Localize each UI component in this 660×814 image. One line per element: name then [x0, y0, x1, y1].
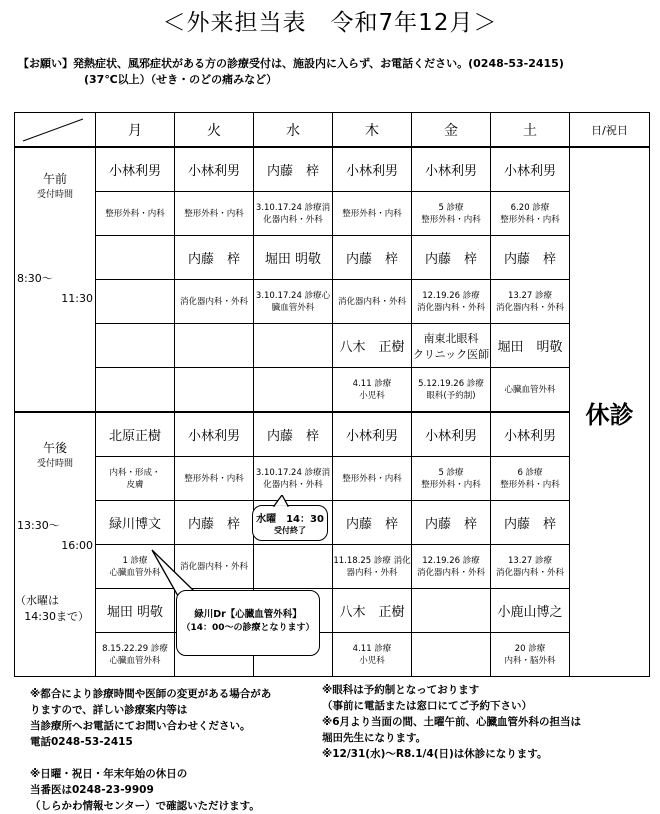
department-line: 13.27 診療 [507, 555, 553, 566]
doctor-name-cell [412, 589, 491, 633]
pm-title: 午後 [42, 441, 67, 455]
department-cell [491, 633, 570, 677]
notice-line-2: (37℃以上）（せき・のどの痛みなど） [84, 73, 278, 86]
department-cell [175, 457, 254, 501]
note-line: （しらかわ情報センター）で確認いただけます。 [30, 800, 260, 812]
department-cell [491, 368, 570, 413]
department-line: 13.27 診療 [507, 290, 553, 301]
doctor-name-cell: 八木 正樹 [333, 324, 412, 368]
department-cell [333, 545, 412, 589]
note-line: 堀田先生になります。 [322, 732, 427, 744]
monday-callout-line-1: 緑川Dr【心臓血管外科】 [194, 609, 302, 620]
department-cell [333, 280, 412, 324]
department-line: 心臓血管外科 [504, 384, 556, 395]
doctor-name-cell: 小林利男 [333, 412, 412, 457]
doctor-name-cell: 緑川博文 [96, 501, 175, 545]
doctor-name-cell: 堀田 明敬 [491, 324, 570, 368]
department-line: 3.10.17.24 診療心 [255, 290, 331, 301]
department-cell [254, 280, 333, 324]
day-header: 日/祝日 [570, 113, 650, 148]
pm-wed-note-1: （水曜は [15, 594, 59, 607]
note-line [30, 750, 271, 766]
department-line: 整形外科・内科 [342, 473, 402, 484]
day-header: 金 [412, 113, 491, 148]
department-line: 消化器内科・外科 [495, 302, 564, 313]
note-line: 電話0248-53-2415 [30, 736, 133, 748]
doctor-name: 南東北眼科 [423, 331, 479, 345]
department-cell [96, 192, 175, 236]
doctor-name-cell: 内藤 梓 [333, 501, 412, 545]
note-line: ※都合により診療時間や医師の変更がある場合があ [30, 688, 272, 700]
department-cell [96, 633, 175, 677]
doctor-name-cell [254, 324, 333, 368]
am-end: 11:30 [61, 292, 93, 305]
department-line: 6 診療 [517, 467, 543, 478]
department-line: 6.20 診療 [510, 202, 550, 213]
wednesday-callout-line-2: 受付終了 [274, 526, 306, 535]
bottom-left-notes [30, 686, 271, 814]
wednesday-callout [252, 505, 328, 541]
department-line: 整形外科・内科 [500, 214, 560, 225]
doctor-name-cell: 小林利男 [96, 147, 175, 192]
department-line: 5 診療 [438, 202, 464, 213]
note-line: 当診療所へお電話にてお問い合わせください。 [30, 720, 251, 732]
doctor-name-cell [96, 324, 175, 368]
department-cell [96, 457, 175, 501]
department-line: 心臓血管外科 [109, 655, 161, 666]
department-cell [333, 457, 412, 501]
doctor-name-cell: 内藤 梓 [254, 147, 333, 192]
department-line: 消化器内科・外科 [179, 296, 248, 307]
department-line: 3.10.17.24 診療消 [255, 202, 331, 213]
department-cell [412, 633, 491, 677]
department-line: 11.18.25 診療 消化 [333, 555, 411, 566]
department-line: 20 診療 [514, 643, 546, 654]
department-cell [491, 192, 570, 236]
department-cell [412, 280, 491, 324]
doctor-name-cell: 堀田 明敬 [96, 589, 175, 633]
department-cell [412, 368, 491, 413]
doctor-name-cell: 内藤 梓 [491, 501, 570, 545]
doctor-name-cell: 小林利男 [412, 147, 491, 192]
department-line: 4.11 診療 [352, 378, 392, 389]
holiday-cell: 休診 [570, 147, 650, 677]
department-line: 消化器内科・外科 [179, 561, 248, 572]
doctor-name-cell: 小林利男 [175, 412, 254, 457]
doctor-name-cell [175, 324, 254, 368]
doctor-name-cell: 内藤 梓 [333, 236, 412, 280]
department-line: 化器内科・外科 [263, 479, 323, 490]
department-cell [175, 368, 254, 413]
department-line: 化器内科・外科 [263, 214, 323, 225]
department-line: 整形外科・内科 [105, 208, 165, 219]
department-line: 1 診療 [122, 555, 148, 566]
doctor-name-cell: 小鹿山博之 [491, 589, 570, 633]
department-cell [333, 633, 412, 677]
schedule-table [14, 112, 650, 677]
department-line: 3.10.17.24 診療消 [255, 467, 331, 478]
am-start: 8:30～ [17, 272, 53, 285]
day-header: 水 [254, 113, 333, 148]
department-line: 5.12.19.26 診療 [418, 378, 484, 389]
doctor-name-cell: 内藤 梓 [412, 236, 491, 280]
day-header: 土 [491, 113, 570, 148]
doctor-name: クリニック医師 [412, 347, 490, 361]
department-line: 消化器内科・外科 [416, 302, 485, 313]
department-line: 内科・形成・ [109, 467, 161, 478]
pm-wed-note-2: 14:30まで） [24, 610, 89, 623]
page-title: ＜外来担当表 令和7年12月＞ [162, 10, 498, 36]
department-cell [412, 545, 491, 589]
doctor-name-cell: 北原正樹 [96, 412, 175, 457]
department-line: 臓血管外科 [271, 302, 315, 313]
pm-sub: 受付時間 [36, 459, 73, 469]
doctor-name-cell: 小林利男 [491, 412, 570, 457]
am-sub: 受付時間 [36, 190, 73, 200]
department-line: 心臓血管外科 [109, 567, 161, 578]
department-line: 消化器内科・外科 [416, 567, 485, 578]
note-line: 当番医は0248-23-9909 [30, 784, 154, 796]
department-line: 整形外科・内科 [184, 208, 244, 219]
department-cell [96, 280, 175, 324]
department-line: 整形外科・内科 [184, 473, 244, 484]
department-line: 8.15.22.29 診療 [102, 643, 168, 654]
note-line: ※日曜・祝日・年末年始の休日の [30, 768, 188, 780]
doctor-name-cell: 内藤 梓 [254, 412, 333, 457]
pm-end: 16:00 [61, 539, 93, 552]
pm-label-cell [15, 412, 96, 677]
department-cell [254, 545, 333, 589]
notice-line-1: 【お願い】発熱症状、風邪症状がある方の診療受付は、施設内に入らず、お電話ください。(0248-53-2415) [18, 57, 564, 70]
bottom-right-notes [322, 682, 581, 762]
note-line: りますので、詳しい診療案内等は [30, 704, 188, 716]
day-header: 月 [96, 113, 175, 148]
doctor-name-cell [412, 324, 491, 368]
department-line: 4.11 診療 [352, 643, 392, 654]
department-line: 整形外科・内科 [421, 214, 481, 225]
am-title: 午前 [42, 172, 67, 186]
doctor-name-cell: 小林利男 [491, 147, 570, 192]
department-line: 12.19.26 診療 [422, 555, 480, 566]
department-line: 皮膚 [126, 479, 144, 490]
day-header: 火 [175, 113, 254, 148]
department-line: 眼科(予約制) [426, 390, 476, 401]
doctor-name-cell: 八木 正樹 [333, 589, 412, 633]
wednesday-callout-pointer [270, 495, 294, 507]
note-line: （事前に電話または窓口にてご予約下さい） [322, 700, 532, 712]
department-line: 小児科 [359, 390, 385, 401]
department-line: 5 診療 [438, 467, 464, 478]
doctor-name-cell: 小林利男 [333, 147, 412, 192]
pm-start: 13:30～ [17, 519, 60, 532]
department-cell [491, 280, 570, 324]
department-cell [333, 192, 412, 236]
department-cell [175, 192, 254, 236]
doctor-name-cell [96, 236, 175, 280]
note-line: ※眼科は予約制となっております [322, 684, 480, 696]
department-cell [333, 368, 412, 413]
department-cell [491, 545, 570, 589]
doctor-name-cell: 小林利男 [175, 147, 254, 192]
department-line: 器内科・外科 [346, 567, 398, 578]
department-line: 12.19.26 診療 [422, 290, 480, 301]
department-line: 消化器内科・外科 [337, 296, 406, 307]
monday-callout-line-2: （14：00～の診療となります） [181, 623, 315, 633]
day-header: 木 [333, 113, 412, 148]
department-line: 小児科 [359, 655, 385, 666]
department-cell [412, 192, 491, 236]
department-line: 整形外科・内科 [500, 479, 560, 490]
doctor-name-cell: 小林利男 [412, 412, 491, 457]
header-corner-cell [15, 113, 96, 148]
department-cell [412, 457, 491, 501]
department-cell [254, 457, 333, 501]
doctor-name-cell: 内藤 梓 [491, 236, 570, 280]
department-cell [96, 368, 175, 413]
note-line: ※6月より当面の間、土曜午前、心臓血管外科の担当は [322, 716, 582, 728]
department-cell [254, 368, 333, 413]
department-line: 整形外科・内科 [342, 208, 402, 219]
note-line: ※12/31(水)～R8.1/4(日)は休診になります。 [322, 748, 548, 760]
doctor-name-cell: 内藤 梓 [412, 501, 491, 545]
fever-notice [18, 56, 564, 88]
department-cell [491, 457, 570, 501]
department-cell [175, 280, 254, 324]
department-line: 内科・脳外科 [504, 655, 556, 666]
doctor-name-cell: 堀田 明敬 [254, 236, 333, 280]
department-cell [254, 192, 333, 236]
am-label-cell [15, 147, 96, 412]
department-line: 整形外科・内科 [421, 479, 481, 490]
doctor-name-cell: 内藤 梓 [175, 236, 254, 280]
wednesday-callout-line-1: 水曜 14：30 [256, 514, 324, 525]
department-line: 消化器内科・外科 [495, 567, 564, 578]
doctor-name-cell: 内藤 梓 [175, 501, 254, 545]
monday-callout [176, 590, 320, 656]
